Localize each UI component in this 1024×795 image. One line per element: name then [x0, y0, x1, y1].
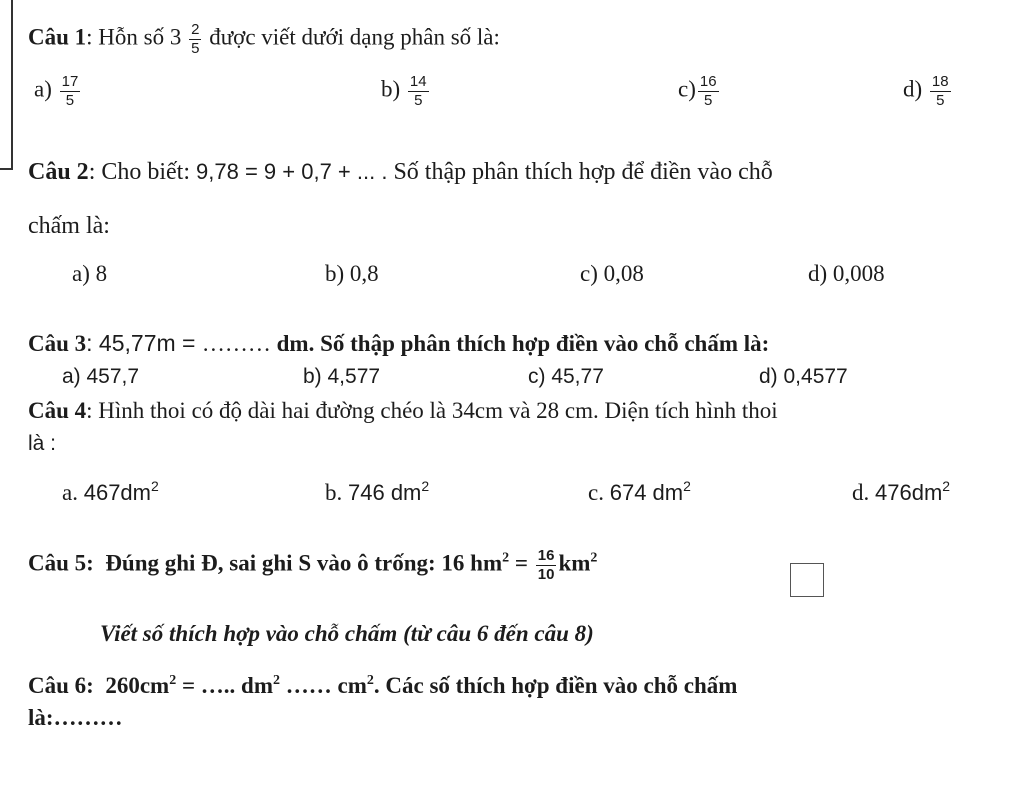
- question-4-stem-line2: là :: [28, 432, 57, 455]
- question-1-option-a: a) $\frac{17}{5}$: [34, 73, 79, 109]
- question-3-label: Câu 3: [28, 331, 87, 356]
- question-2-label: Câu 2: [28, 159, 89, 185]
- question-5-label: Câu 5:: [28, 550, 94, 576]
- question-1-option-b: b) $\frac{14}{5}$: [381, 73, 427, 109]
- question-2-option-b: b) 0,8: [325, 261, 379, 286]
- question-4-option-d: d. $476dm^2$: [852, 478, 951, 505]
- answer-checkbox[interactable]: [790, 563, 824, 597]
- question-6-label: Câu 6:: [28, 673, 94, 698]
- question-2-option-a: a) 8: [72, 261, 108, 286]
- question-3-option-b: b) 4,577: [303, 365, 381, 388]
- question-6-stem-line2: là:………: [28, 705, 123, 730]
- question-4-option-b: b. 746 $dm^2$: [325, 478, 430, 505]
- margin-line-vertical: [11, 0, 13, 168]
- section-title: Viết số thích hợp vào chỗ chấm (từ câu 6 đến câu 8): [100, 621, 594, 646]
- question-6-stem: Câu 6: $260cm^2$ = ….. $dm^2$ …… $cm^2$. Các số thích hợp điền vào chỗ chấm: [28, 673, 738, 698]
- question-4-label: Câu 4: [28, 398, 87, 423]
- question-5-stem: Câu 5: Đúng ghi Đ, sai ghi S vào ô trống: 16 $hm^2$ = $\frac{16}{10}$ $km^2$: [28, 547, 598, 583]
- question-3-stem: Câu 3: 45,77m = ……… dm. Số thập phân thích hợp điền vào chỗ chấm là:: [28, 330, 770, 356]
- question-2-stem: Câu 2: Cho biết: 9,78 = 9 + 0,7 + ... . Số thập phân thích hợp để điền vào chỗ: [28, 159, 773, 185]
- question-3-option-a: a) 457,7: [62, 365, 140, 388]
- question-2-stem-line2: chấm là:: [28, 213, 110, 239]
- margin-line-horizontal: [0, 168, 13, 170]
- question-2-option-d: d) 0,008: [808, 261, 885, 286]
- question-1-option-d: d) $\frac{18}{5}$: [903, 73, 949, 109]
- question-1-stem: Câu 1: Hỗn số 3 $\frac{2}{5}$ được viết dưới dạng phân số là:: [28, 21, 500, 57]
- question-3-option-c: c) 45,77: [528, 365, 604, 388]
- question-4-stem: Câu 4: Hình thoi có độ dài hai đường chéo là 34cm và 28 cm. Diện tích hình thoi: [28, 398, 778, 423]
- question-1-label: Câu 1: [28, 24, 87, 50]
- mixed-number-fraction: $\frac{2}{5}$: [191, 21, 200, 57]
- question-1-option-c: c) $\frac{16}{5}$: [678, 73, 717, 109]
- question-2-option-c: c) 0,08: [580, 261, 644, 286]
- question-4-option-c: c. 674 $dm^2$: [588, 478, 691, 505]
- question-3-option-d: d) 0,4577: [759, 365, 848, 388]
- question-4-option-a: a. $467dm^2$: [62, 478, 159, 505]
